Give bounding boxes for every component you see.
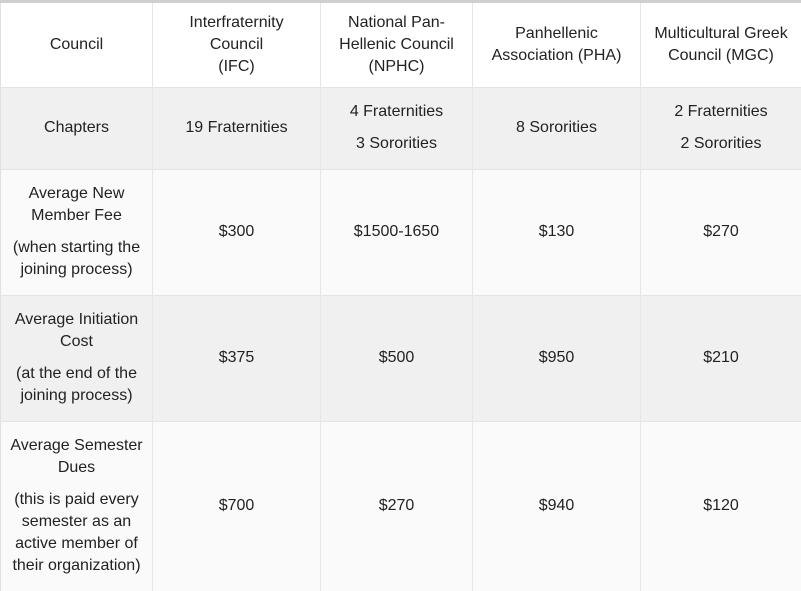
initiation-cost-note: (at the end of the (16, 365, 137, 382)
semester-dues-ifc-cell (153, 421, 321, 591)
new-member-fee-mgc-value: $270 (703, 223, 739, 240)
header-pha-line: Panhellenic (515, 24, 598, 42)
header-council-label: Council (49, 35, 104, 53)
table-row-chapters (1, 87, 801, 169)
new-member-fee-note: joining process) (20, 261, 133, 278)
chapters-mgc-value: 2 Sororities (680, 135, 762, 152)
chapters-mgc-value: 2 Fraternities (674, 103, 768, 120)
initiation-cost-nphc-cell (321, 295, 473, 421)
table-row-initiation-cost (1, 295, 801, 421)
chapters-pha-cell (473, 87, 641, 169)
table-row-new-member-fee (1, 169, 801, 295)
semester-dues-pha-cell (473, 421, 641, 591)
semester-dues-note: active member of (15, 535, 138, 553)
chapters-nphc-value: 4 Fraternities (349, 103, 444, 120)
semester-dues-ifc-value: $700 (218, 497, 255, 515)
header-ifc-cell (153, 3, 321, 87)
chapters-nphc-value: 3 Sororities (356, 135, 437, 152)
header-nphc-line: Hellenic Council (339, 35, 454, 53)
new-member-fee-note: (when starting the (12, 239, 141, 256)
semester-dues-note: their organization) (12, 557, 141, 575)
semester-dues-note: semester as an (21, 513, 132, 531)
header-mgc-line: Multicultural Greek (654, 24, 788, 42)
table-header-row (1, 3, 801, 87)
initiation-cost-label-cell (1, 295, 153, 421)
header-ifc-line: (IFC) (218, 57, 255, 75)
initiation-cost-label: Average Initiation (14, 311, 139, 328)
new-member-fee-label-cell (1, 169, 153, 295)
chapters-mgc-cell (641, 87, 801, 169)
chapters-ifc-value: 19 Fraternities (185, 119, 288, 136)
header-mgc-line: Council (MGC) (668, 46, 774, 64)
chapters-label: Chapters (44, 119, 109, 136)
chapters-pha-value: 8 Sororities (516, 119, 597, 136)
header-council-cell (1, 3, 153, 87)
header-ifc-line: Council (209, 35, 264, 53)
initiation-cost-note: joining process) (20, 387, 133, 404)
header-pha-line: Association (PHA) (491, 46, 622, 64)
initiation-cost-ifc-value: $375 (218, 349, 255, 366)
new-member-fee-label: Average New (28, 185, 125, 202)
chapters-nphc-cell (321, 87, 473, 169)
semester-dues-mgc-cell (641, 421, 801, 591)
new-member-fee-nphc-cell (321, 169, 473, 295)
new-member-fee-ifc-value: $300 (218, 223, 255, 240)
initiation-cost-label: Cost (60, 333, 93, 350)
header-nphc-cell (321, 3, 473, 87)
semester-dues-label-cell (1, 421, 153, 591)
new-member-fee-label: Member Fee (31, 207, 122, 224)
table-row-semester-dues (1, 421, 801, 591)
new-member-fee-ifc-cell (153, 169, 321, 295)
header-nphc-line: National Pan- (348, 13, 445, 31)
semester-dues-mgc-value: $120 (703, 497, 739, 515)
new-member-fee-pha-value: $130 (538, 223, 575, 240)
initiation-cost-nphc-value: $500 (378, 349, 415, 366)
initiation-cost-mgc-cell (641, 295, 801, 421)
header-ifc-line: Interfraternity (189, 13, 284, 31)
chapters-ifc-cell (153, 87, 321, 169)
header-mgc-cell (641, 3, 801, 87)
initiation-cost-ifc-cell (153, 295, 321, 421)
semester-dues-nphc-value: $270 (378, 497, 415, 515)
semester-dues-label: Average Semester (10, 437, 143, 455)
council-cost-table (0, 3, 801, 591)
initiation-cost-pha-cell (473, 295, 641, 421)
new-member-fee-nphc-value: $1500-1650 (353, 223, 440, 240)
chapters-label-cell (1, 87, 153, 169)
header-pha-cell (473, 3, 641, 87)
semester-dues-label: Dues (57, 459, 96, 477)
semester-dues-pha-value: $940 (538, 497, 575, 515)
initiation-cost-pha-value: $950 (538, 349, 575, 366)
new-member-fee-pha-cell (473, 169, 641, 295)
semester-dues-note: (this is paid every (14, 491, 139, 509)
semester-dues-nphc-cell (321, 421, 473, 591)
new-member-fee-mgc-cell (641, 169, 801, 295)
initiation-cost-mgc-value: $210 (703, 349, 739, 366)
header-nphc-line: (NPHC) (368, 57, 425, 75)
